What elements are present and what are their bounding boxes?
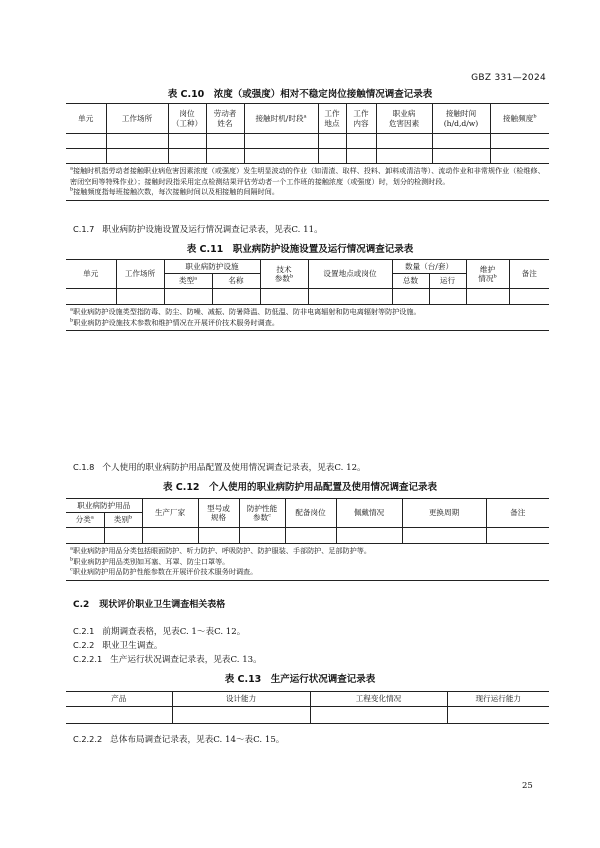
section-c2-heading: C.2 现状评价职业卫生调查相关表格 xyxy=(73,600,226,610)
header-workplace: 工作场所 xyxy=(106,104,168,134)
table-row xyxy=(66,149,549,164)
header-category: 分类$^a$ xyxy=(66,513,104,528)
header-quantity: 数量（台/套） xyxy=(392,260,466,274)
note-b: $^b$职业病防护设施技术参数和维护情况在开展评价技术服务时调查。 xyxy=(70,317,279,327)
header-duration: 接触时间 (h/d,d/w) xyxy=(432,104,490,134)
header-replace-cycle: 更换周期 xyxy=(402,499,486,528)
header-contact-time: 接触时机/时段$^a$ xyxy=(244,104,318,134)
note-a: $^a$接触时机指劳动者接触职业病危害因素浓度（或强度）发生明显波动的作业（如清渣、取样、投料、卸料或清洁等）、流动作业和非常规作业（检维修、密闭空间等特殊作业）；接触时段指采用定点检测结果评估劳动者一个工作班的接触浓度（或强度）时，划分的检测时段。 xyxy=(70,165,545,186)
header-tech-params: 技术 参数$^b$ xyxy=(260,260,308,289)
header-remark: 备注 xyxy=(509,260,549,289)
clause-c1-7: C.1.7 职业病防护设施设置及运行情况调查记录表，见表C. 11。 xyxy=(73,224,323,235)
page-number: 25 xyxy=(522,781,533,791)
header-location: 设置地点或岗位 xyxy=(308,260,392,289)
header-total: 总数 xyxy=(392,274,429,289)
clause-c2-2-2: C.2.2.2 总体布局调查记录表，见表C. 14～表C. 15。 xyxy=(73,734,285,745)
header-running: 运行 xyxy=(429,274,466,289)
table-c10-caption: 表 C.10 浓度（或强度）相对不稳定岗位接触情况调查记录表 xyxy=(167,89,433,100)
clause-c2-1: C.2.1 前期调查表格，见表C. 1～表C. 12。 xyxy=(73,626,246,637)
table-row xyxy=(66,528,549,544)
clause-c2-2-1: C.2.2.1 生产运行状况调查记录表，见表C. 13。 xyxy=(73,654,262,665)
table-c11-caption: 表 C.11 职业病防护设施设置及运行情况调查记录表 xyxy=(186,244,414,255)
header-work-content: 工作 内容 xyxy=(346,104,376,134)
header-frequency: 接触频度$^b$ xyxy=(490,104,549,134)
note-b: $^b$接触频度指每班接触次数，每次接触时间以及相接触的间隔时间。 xyxy=(70,186,279,197)
header-remark: 备注 xyxy=(486,499,549,528)
header-design-capacity: 设计能力 xyxy=(172,692,310,707)
header-performance: 防护性能 参数$^c$ xyxy=(239,499,285,528)
header-engineering-change: 工程变化情况 xyxy=(310,692,447,707)
note-a: $^a$职业病防护用品分类包括眼面防护、听力防护、呼吸防护、防护服装、手部防护、足部防护等。 xyxy=(70,545,371,555)
table-c12-caption: 表 C.12 个人使用的职业病防护用品配置及使用情况调查记录表 xyxy=(162,482,438,493)
header-maker: 生产厂家 xyxy=(142,499,198,528)
table-c13 xyxy=(66,691,549,724)
header-post: 岗位 （工种） xyxy=(168,104,206,134)
header-unit: 单元 xyxy=(66,104,106,134)
table-row xyxy=(66,289,549,305)
header-facility: 职业病防护设施 xyxy=(164,260,260,274)
header-product: 产品 xyxy=(66,692,172,707)
header-maintenance: 维护 情况$^b$ xyxy=(466,260,509,289)
table-c10 xyxy=(66,103,549,201)
header-ppe: 职业病防护用品 xyxy=(66,499,142,513)
table-c11-notes xyxy=(66,305,549,331)
header-model: 型号或 规格 xyxy=(198,499,239,528)
header-type: 类型$^a$ xyxy=(164,274,212,289)
note-a: $^a$职业病防护设施类型指防毒、防尘、防噪、减振、防暑降温、防低温、防非电离辐射和防电离辐射等防护设施。 xyxy=(70,306,421,316)
header-wearing: 佩戴情况 xyxy=(336,499,402,528)
header-unit: 单元 xyxy=(66,260,116,289)
table-c12-notes xyxy=(66,544,549,581)
header-name: 名称 xyxy=(212,274,260,289)
header-workplace: 工作场所 xyxy=(116,260,164,289)
header-worker: 劳动者 姓名 xyxy=(206,104,244,134)
table-row xyxy=(66,134,549,149)
table-c13-caption: 表 C.13 生产运行状况调查记录表 xyxy=(224,674,376,685)
table-c10-notes xyxy=(66,164,549,201)
table-row xyxy=(66,707,549,724)
clause-c1-8: C.1.8 个人使用的职业病防护用品配置及使用情况调查记录表，见表C. 12。 xyxy=(73,462,366,473)
header-post: 配备岗位 xyxy=(285,499,336,528)
header-hazard: 职业病 危害因素 xyxy=(376,104,432,134)
note-c: $^c$职业病防护用品防护性能参数在开展评价技术服务时调查。 xyxy=(70,566,258,577)
note-b: $^b$职业病防护用品类别如耳塞、耳罩、防尘口罩等。 xyxy=(70,556,230,566)
header-current-capacity: 现行运行能力 xyxy=(447,692,549,707)
header-work-location: 工作 地点 xyxy=(318,104,346,134)
table-c12 xyxy=(66,498,549,581)
standard-code: GBZ 331—2024 xyxy=(471,73,546,83)
clause-c2-2: C.2.2 职业卫生调查。 xyxy=(73,640,163,651)
table-c11 xyxy=(66,259,549,331)
header-kind: 类别$^b$ xyxy=(104,513,142,528)
